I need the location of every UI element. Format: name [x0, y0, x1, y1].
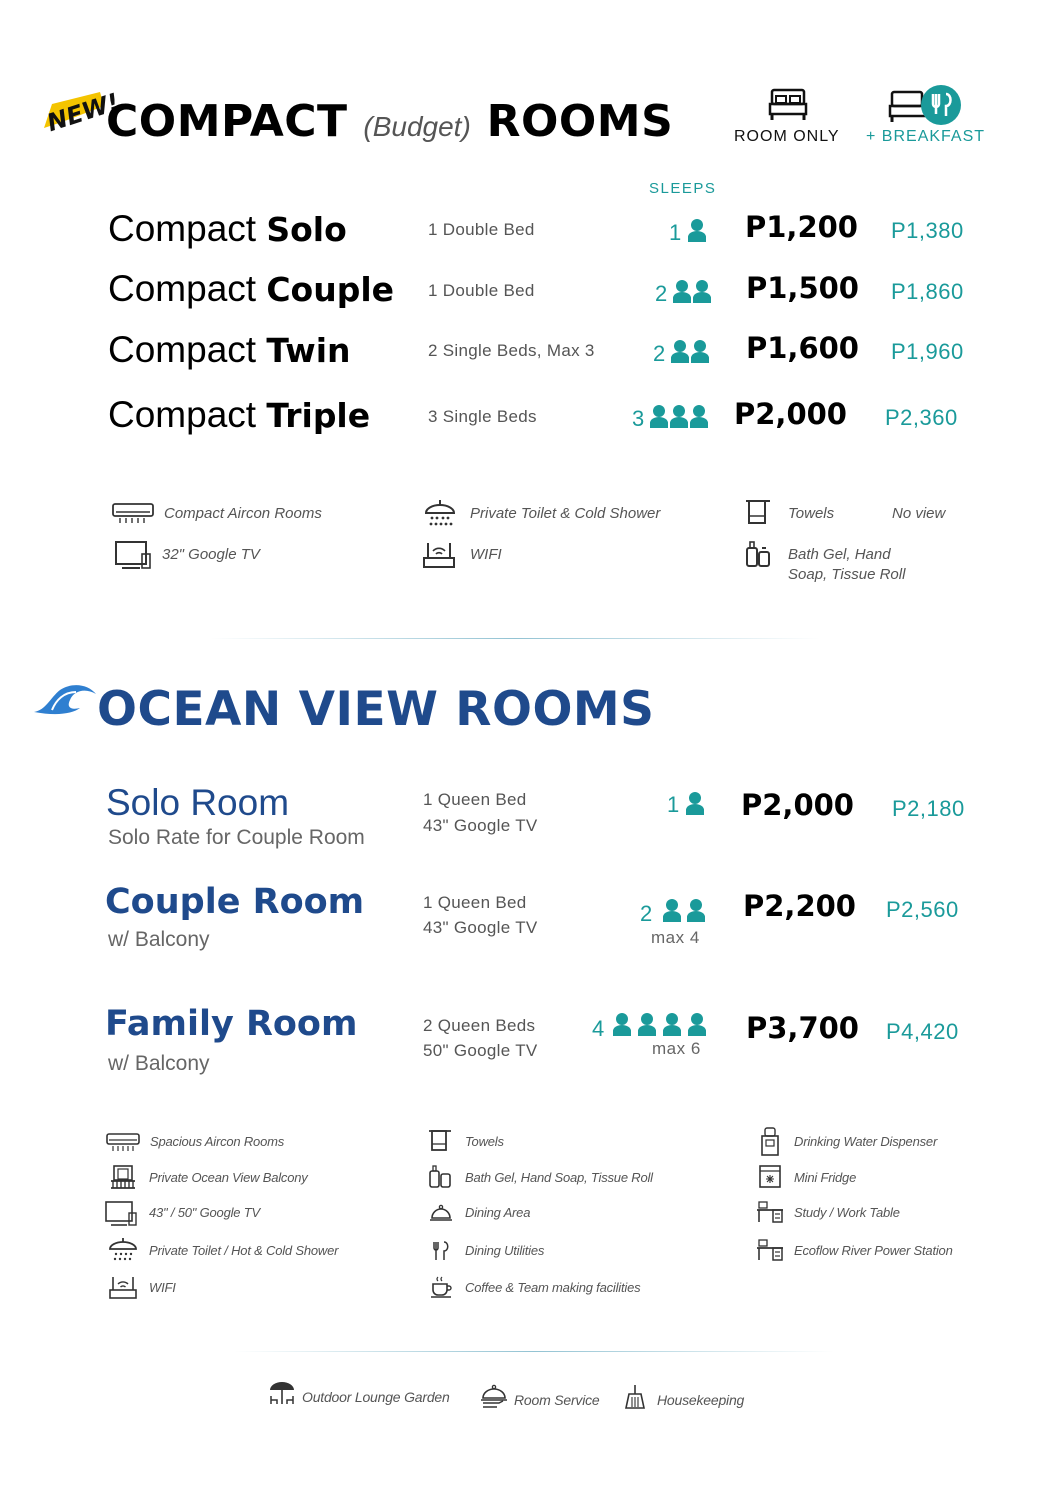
- room-beds: 1 Queen Bed: [423, 893, 527, 912]
- amenity-power: Ecoflow River Power Station: [794, 1243, 953, 1258]
- room-tv: 43" Google TV: [423, 816, 538, 835]
- tv-icon: [105, 1201, 137, 1227]
- price-room-only: P2,200: [743, 889, 856, 923]
- price-room-only: P2,000: [741, 788, 854, 822]
- bed-desc: 1 Double Bed: [428, 220, 535, 239]
- balcony-icon: [110, 1164, 136, 1190]
- shower-icon: [422, 499, 458, 531]
- people-icon: [649, 404, 709, 430]
- towel-icon: [744, 498, 772, 528]
- shower-icon: [107, 1237, 139, 1265]
- amenity-coffee: Coffee & Team making facilities: [465, 1280, 641, 1295]
- cloche-icon: [429, 1203, 453, 1223]
- room-tv: 43" Google TV: [423, 918, 538, 937]
- price-breakfast: P1,380: [891, 218, 964, 243]
- bed-desc: 2 Single Beds, Max 3: [428, 341, 595, 360]
- new-badge: [42, 84, 123, 138]
- amenity-wifi: WIFI: [149, 1280, 176, 1295]
- amenity-bath-line1: Bath Gel, Hand: [788, 546, 891, 563]
- ocean-title: OCEAN VIEW ROOMS: [97, 682, 655, 737]
- price-room-only: P1,500: [746, 271, 859, 305]
- people-icon: [672, 279, 712, 305]
- room-name-compact-triple: Compact Triple: [108, 394, 371, 435]
- amenity-fridge: Mini Fridge: [794, 1170, 857, 1185]
- towel-icon: [428, 1128, 452, 1154]
- amenity-aircon: Spacious Aircon Rooms: [150, 1134, 285, 1149]
- water-dispenser-icon: [760, 1127, 780, 1157]
- amenity-table: Study / Work Table: [794, 1205, 900, 1220]
- price-breakfast: P2,360: [885, 405, 958, 430]
- power-station-icon: [756, 1238, 784, 1262]
- room-beds: 2 Queen Beds: [423, 1016, 536, 1035]
- aircon-icon: [112, 503, 154, 525]
- amenity-toilet: Private Toilet / Hot & Cold Shower: [149, 1243, 339, 1258]
- price-room-only: P2,000: [734, 397, 847, 431]
- new-badge-text: NEW!: [43, 87, 123, 138]
- room-service-icon: [480, 1384, 508, 1410]
- price-breakfast: P2,180: [892, 796, 965, 821]
- amenity-balcony: Private Ocean View Balcony: [149, 1170, 308, 1185]
- price-breakfast: P1,960: [891, 339, 964, 364]
- housekeeping-icon: [624, 1384, 646, 1410]
- person-icon: [684, 791, 706, 817]
- amenity-wifi: WIFI: [470, 546, 502, 563]
- footer-garden: Outdoor Lounge Garden: [302, 1389, 450, 1405]
- price-breakfast: P2,560: [886, 897, 959, 922]
- room-tv: 50" Google TV: [423, 1041, 538, 1060]
- price-room-only: P1,200: [745, 210, 858, 244]
- amenity-dining-utilities: Dining Utilities: [465, 1243, 545, 1258]
- toiletries-icon: [744, 540, 772, 570]
- amenity-aircon: Compact Aircon Rooms: [164, 505, 322, 522]
- compact-title: COMPACT (Budget) ROOMS: [106, 96, 674, 147]
- amenity-no-view: No view: [892, 505, 946, 522]
- tv-icon: [114, 540, 152, 570]
- amenity-towels: Towels: [465, 1134, 504, 1149]
- room-name-couple: Couple Room: [105, 882, 365, 922]
- sleeps-header: SLEEPS: [649, 180, 717, 197]
- amenity-dining-area: Dining Area: [465, 1205, 531, 1220]
- sleeps-count: 2: [653, 341, 666, 366]
- person-icon: [686, 218, 708, 244]
- amenity-towels: Towels: [788, 505, 835, 522]
- amenity-bath: Bath Gel, Hand Soap, Tissue Roll: [465, 1170, 653, 1185]
- amenity-toilet: Private Toilet & Cold Shower: [470, 505, 661, 522]
- room-beds: 1 Queen Bed: [423, 790, 527, 809]
- room-name-compact-twin: Compact Twin: [108, 329, 351, 370]
- price-breakfast: P1,860: [891, 279, 964, 304]
- toiletries-icon: [428, 1164, 452, 1190]
- header-breakfast: + BREAKFAST: [866, 128, 986, 145]
- wave-icon: [32, 680, 100, 716]
- header-room-only: ROOM ONLY: [734, 128, 840, 145]
- section-divider: [234, 1351, 834, 1352]
- footer-room-service: Room Service: [514, 1392, 600, 1408]
- wifi-router-icon: [108, 1275, 138, 1301]
- price-room-only: P1,600: [746, 331, 859, 365]
- room-sub: w/ Balcony: [108, 1052, 210, 1075]
- sleeps-count: 3: [632, 406, 645, 431]
- room-sub: w/ Balcony: [108, 928, 210, 951]
- bed-desc: 1 Double Bed: [428, 281, 535, 300]
- amenity-tv: 32" Google TV: [162, 546, 260, 563]
- sleeps-count: 4: [592, 1016, 605, 1041]
- price-breakfast: P4,420: [886, 1019, 959, 1044]
- amenity-tv: 43" / 50" Google TV: [149, 1205, 260, 1220]
- garden-umbrella-icon: [268, 1380, 296, 1406]
- people-icon: [612, 1012, 708, 1038]
- coffee-cup-icon: [430, 1275, 454, 1299]
- max-occupancy: max 4: [651, 928, 700, 947]
- mini-fridge-icon: [759, 1165, 781, 1189]
- people-icon: [662, 898, 706, 924]
- amenity-water: Drinking Water Dispenser: [794, 1134, 938, 1149]
- section-divider: [210, 638, 820, 639]
- bed-icon: [768, 88, 808, 122]
- bed-desc: 3 Single Beds: [428, 407, 537, 426]
- room-sub: Solo Rate for Couple Room: [108, 826, 365, 849]
- bed-breakfast-icon: [888, 84, 968, 124]
- amenity-bath-line2: Soap, Tissue Roll: [788, 566, 906, 583]
- sleeps-count: 2: [655, 281, 668, 306]
- new-badge-icon: [42, 84, 123, 138]
- wifi-router-icon: [422, 540, 456, 570]
- budget-label: (Budget): [363, 111, 471, 142]
- room-name-solo: Solo Room: [106, 782, 290, 823]
- aircon-icon: [106, 1133, 140, 1153]
- footer-housekeeping: Housekeeping: [657, 1392, 745, 1408]
- sleeps-count: 1: [667, 792, 680, 817]
- sleeps-count: 1: [669, 220, 682, 245]
- price-room-only: P3,700: [746, 1011, 859, 1045]
- people-icon: [670, 339, 710, 365]
- max-occupancy: max 6: [652, 1039, 701, 1058]
- sleeps-count: 2: [640, 901, 653, 926]
- desk-icon: [756, 1200, 784, 1224]
- room-name-compact-couple: Compact Couple: [108, 268, 395, 309]
- utensils-icon: [431, 1240, 451, 1262]
- room-name-compact-solo: Compact Solo: [108, 208, 347, 249]
- room-name-family: Family Room: [105, 1004, 358, 1044]
